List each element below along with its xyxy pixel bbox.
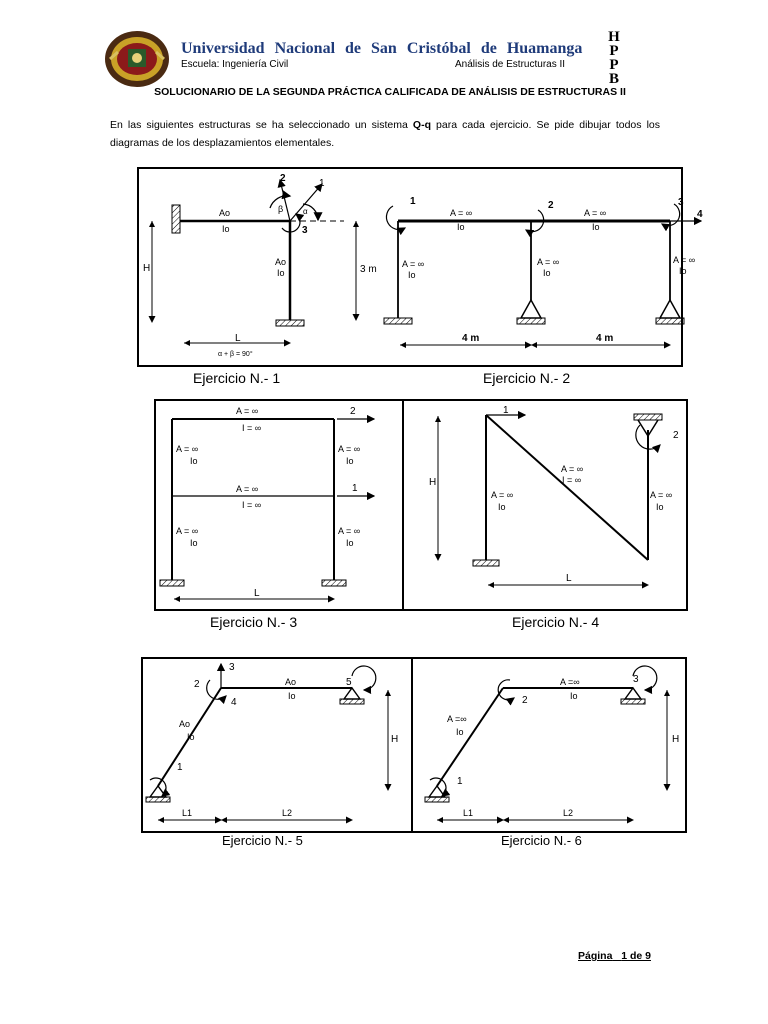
ex5-caption: Ejercicio N.- 5 [222,833,303,848]
ex2-label: 3 [678,197,684,208]
ex2-label: A = ∞ [673,255,696,265]
figure-ex1-ex2 [138,168,703,366]
ex6-structure [425,666,679,820]
ex3-label: A = ∞ [338,444,361,454]
ex1-label: L [235,333,241,344]
ex4-label: A = ∞ [561,464,584,474]
ex1-structure [143,173,344,358]
ex5-structure [146,662,398,820]
ex4-label: A = ∞ [650,490,673,500]
page-count: 1 de 9 [621,950,651,962]
intro-system-label: Q-q [412,119,431,131]
ex2-label: 4 m [596,333,614,344]
ex3-label: A = ∞ [236,406,259,416]
ex2-label: Io [408,270,416,280]
ex4-label: 1 [503,405,509,416]
page-number [578,950,651,962]
ex2-label: A = ∞ [584,208,607,218]
ex3-label: A = ∞ [176,444,199,454]
intro-text: En las siguientes estructuras se ha seleccionado un sistema [110,119,413,131]
ex3-label: 2 [350,406,356,417]
ex5-label: 5 [346,677,352,688]
ex1-label: α [303,207,308,216]
ex2-label: Io [457,222,465,232]
ex4-label: Io [498,502,506,512]
ex3-label: L [254,588,260,599]
side-letter: P [609,43,619,59]
figure-ex3-ex4 [155,400,687,610]
ex5-label: H [391,734,399,745]
ex5-label: Ao [285,677,297,687]
ex4-label: Io [656,502,664,512]
ex2-label: A = ∞ [402,259,425,269]
ex2-label: 1 [410,196,416,207]
ex2-label: A = ∞ [450,208,473,218]
course-name: Análisis de Estructuras II [455,59,566,70]
ex6-label: A =∞ [447,714,467,724]
ex3-label: Io [346,456,354,466]
ex1-label: β [278,204,284,214]
ex6-label: 2 [522,695,528,706]
ex2-label: 2 [548,200,554,211]
ex1-label: Ao [219,208,231,218]
ex5-label: Io [288,691,296,701]
ex5-label: Ao [179,719,191,729]
ex4-label: 2 [673,430,679,441]
ex2-label: A = ∞ [537,257,560,267]
ex5-label: L1 [182,808,193,818]
page-word: Página [578,950,613,962]
ex3-label: Io [190,538,198,548]
ex2-structure [356,196,703,345]
ex1-caption: Ejercicio N.- 1 [193,370,281,386]
ex5-label: 1 [177,762,183,773]
ex3-label: A = ∞ [236,484,259,494]
ex3-caption: Ejercicio N.- 3 [210,614,298,630]
ex6-label: A =∞ [560,677,580,687]
ex2-label: Io [592,222,600,232]
side-letter: H [608,29,620,45]
ex1-label: 2 [280,173,286,184]
ex3-label: I = ∞ [242,423,262,433]
ex1-label: H [143,263,151,274]
ex4-structure [429,405,679,585]
ex4-label: L [566,573,572,584]
ex1-label: Io [222,224,230,234]
ex2-label: 4 [697,209,703,220]
ex2-label: Io [679,266,687,276]
ex6-label: 1 [457,776,463,787]
ex1-label: Ao [275,257,287,267]
ex3-label: I = ∞ [242,500,262,510]
ex2-label: Io [543,268,551,278]
ex1-angle-note: α + β = 90° [218,351,253,358]
ex4-caption: Ejercicio N.- 4 [512,614,600,630]
ex1-label: Io [277,268,285,278]
ex6-label: L1 [463,808,474,818]
ex4-label: A = ∞ [491,490,514,500]
school-label: Escuela: Ingeniería Civil [181,59,289,70]
ex6-caption: Ejercicio N.- 6 [501,833,582,848]
ex3-label: Io [346,538,354,548]
ex6-label: Io [456,727,464,737]
ex3-structure [160,406,374,599]
ex1-label: 1 [319,178,325,189]
ex3-label: 1 [352,483,358,494]
side-letter: B [608,71,619,87]
university-name: Universidad Nacional de San Cristóbal de Huamanga [181,40,583,57]
ex6-label: L2 [563,808,574,818]
ex2-label: 4 m [462,333,480,344]
ex2-caption: Ejercicio N.- 2 [483,370,571,386]
ex5-label: 4 [231,697,237,708]
ex3-label: A = ∞ [338,526,361,536]
ex4-label: H [429,477,437,488]
ex3-label: Io [190,456,198,466]
ex3-label: A = ∞ [176,526,199,536]
ex5-label: L2 [282,808,293,818]
ex6-label: Io [570,691,578,701]
ex6-label: 3 [633,674,639,685]
ex5-label: Io [187,732,195,742]
ex6-label: H [672,734,680,745]
ex5-label: 3 [229,662,235,673]
document-title: SOLUCIONARIO DE LA SEGUNDA PRÁCTICA CALIFICADA DE ANÁLISIS DE ESTRUCTURAS II [154,86,626,98]
ex1-label: 3 [302,225,308,236]
ex2-label: 3 m [360,264,377,275]
intro-text-end: para cada ejercicio. Se pide dibujar todos los diagramas de los desplazamientos elementales. [110,119,660,149]
figure-ex5-ex6 [142,658,686,832]
ex5-label: 2 [194,679,200,690]
side-letter: P [609,57,619,73]
ex4-label: I = ∞ [562,475,582,485]
